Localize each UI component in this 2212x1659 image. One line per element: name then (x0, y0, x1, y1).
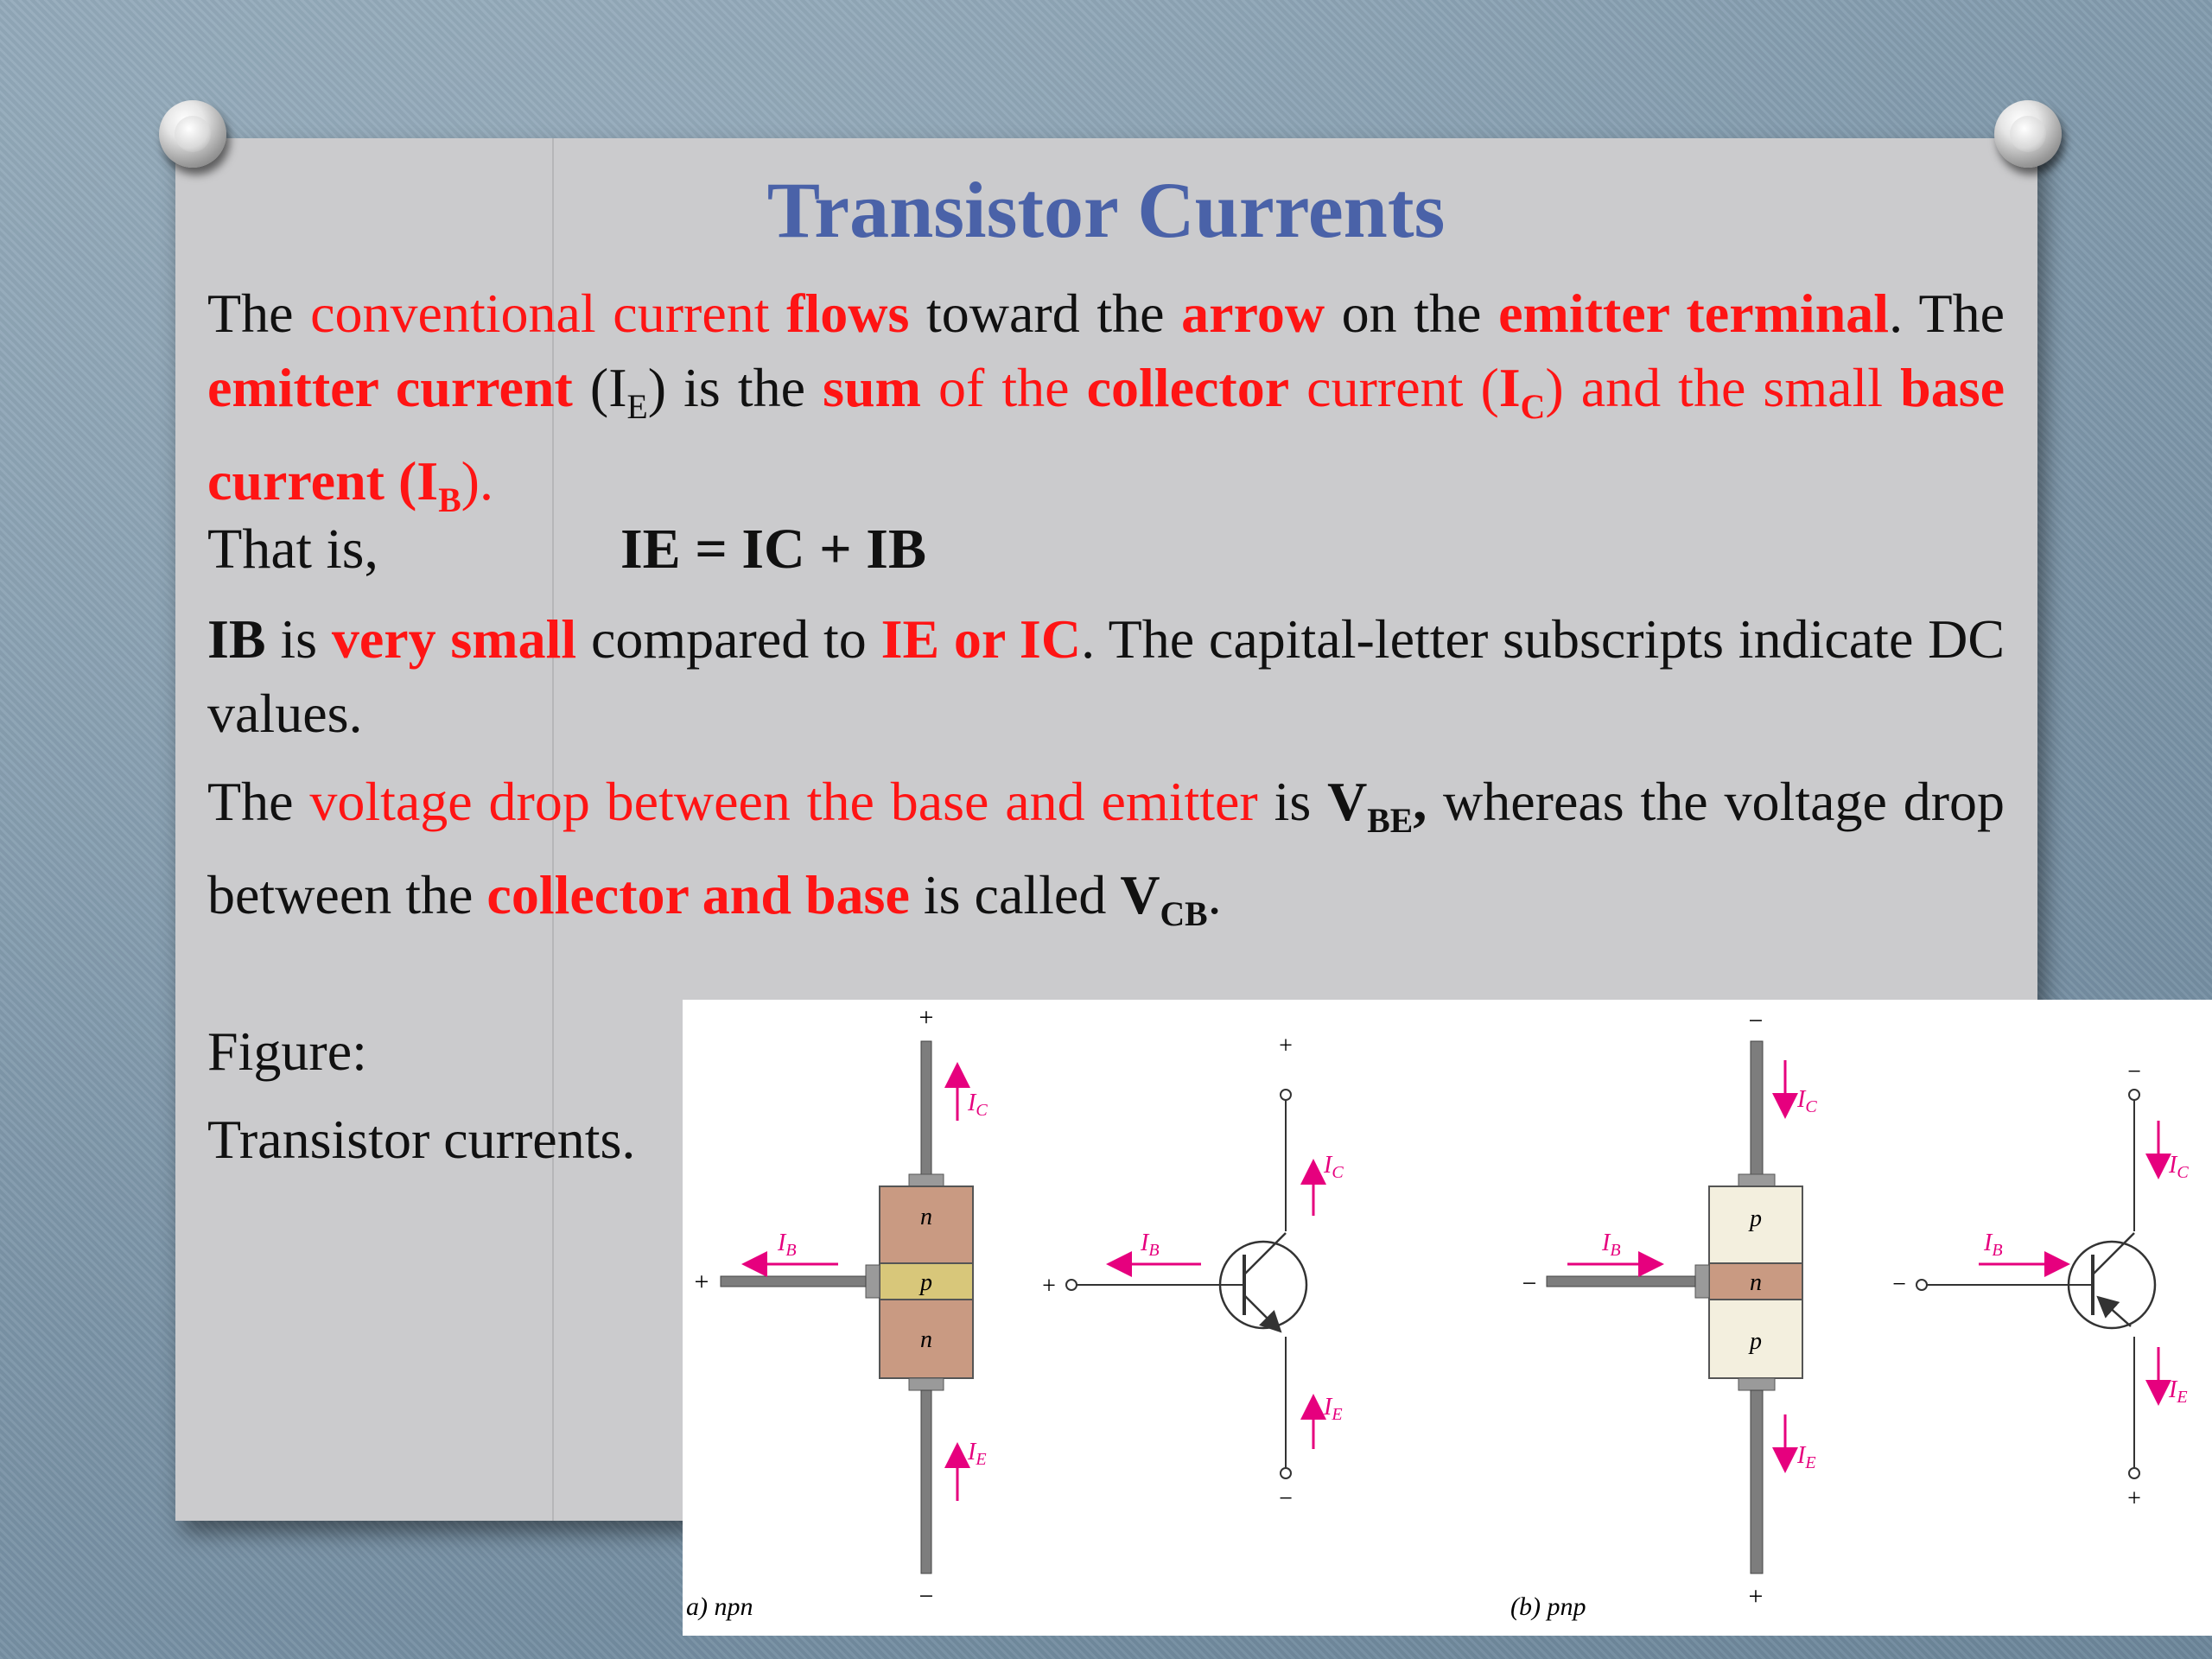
pnp-minus-left: − (1522, 1269, 1537, 1298)
npn-plus-left: + (694, 1268, 709, 1296)
text-run: conventional current (310, 283, 770, 344)
npn-ie-label: $I_E$ (968, 1439, 987, 1469)
npn-ib-label: $I_B$ (778, 1230, 797, 1260)
paragraph-emitter-current (207, 276, 2005, 537)
text-run: emitter current (207, 357, 573, 418)
text-run: emitter terminal (1498, 283, 1890, 344)
paragraph-voltage-drop (207, 765, 2005, 951)
text-run: flows (786, 283, 910, 344)
text-run: IB (207, 608, 266, 670)
text-run: toward the (926, 283, 1165, 344)
pnp-layer-top: p (1750, 1205, 1762, 1232)
npn-sym-ic-label: $I_C$ (1324, 1152, 1344, 1182)
pnp-sym-ic-label: $I_C$ (2169, 1152, 2189, 1182)
pnp-sym-minus-left: − (1892, 1271, 1906, 1298)
npn-sym-plus-top: + (1279, 1033, 1293, 1059)
text-run: sum (823, 357, 921, 418)
caption-pnp: (b) pnp (1510, 1592, 1586, 1621)
text-run: collector (1086, 357, 1290, 418)
pnp-sym-minus-top: − (2127, 1058, 2141, 1085)
npn-ic-label: $I_C$ (968, 1090, 988, 1120)
text-run: voltage drop between the base and emitter (309, 771, 1258, 832)
pnp-emitter-lead (1751, 1390, 1763, 1573)
pnp-minus-top: − (1748, 1007, 1764, 1035)
pnp-ic-label: $I_C$ (1797, 1086, 1817, 1116)
npn-physical-transistor (695, 1003, 988, 1611)
text-run: base current ($I_B$ (207, 357, 2005, 519)
transistor-figure (683, 1000, 2212, 1636)
text-run: ). (461, 449, 493, 512)
text-run: The (207, 283, 294, 344)
npn-base-lead (721, 1276, 866, 1287)
npn-collector-cap (909, 1174, 944, 1186)
text-run: is called (923, 863, 1107, 925)
figure-caption: Transistor currents. (207, 1109, 636, 1170)
npn-sym-minus-bottom: − (1279, 1485, 1293, 1512)
text-run: is (280, 608, 318, 670)
npn-minus-bottom: − (918, 1582, 934, 1611)
npn-base-cap (866, 1265, 880, 1298)
pnp-sym-ib-label: $I_B$ (1984, 1230, 2003, 1260)
text-run: The (207, 771, 294, 832)
text-run: very small (331, 608, 577, 670)
equation-expression: IE = IC + IB (620, 518, 926, 581)
pnp-sym-plus-bottom: + (2127, 1485, 2141, 1512)
text-run: on the (1341, 283, 1482, 344)
text-run: collector and base (486, 863, 910, 925)
pnp-physical-transistor (1522, 1007, 1818, 1611)
text-run: . The (1889, 283, 2005, 344)
pnp-base-lead (1547, 1276, 1695, 1287)
npn-layer-bottom: n (920, 1326, 932, 1353)
npn-sym-ib-label: $I_B$ (1141, 1230, 1160, 1260)
text-run: . The capital-letter subscripts indicate DC values. (207, 608, 2005, 744)
text-run: $(I_C)$ and the small (1480, 357, 1884, 426)
pushpin-right-icon (1994, 100, 2062, 168)
figure-label: Figure: (207, 1020, 367, 1082)
npn-schematic-symbol (1042, 1033, 1344, 1512)
text-run: $V_{BE}$, (1327, 771, 1427, 840)
text-run: IE or IC (880, 608, 1082, 670)
pnp-plus-bottom: + (1748, 1582, 1764, 1611)
npn-plus-top: + (918, 1003, 934, 1032)
transistor-diagram-svg (683, 1000, 2212, 1636)
pnp-ib-label: $I_B$ (1602, 1230, 1621, 1260)
npn-emitter-cap (909, 1378, 944, 1390)
text-run: of the (938, 357, 1070, 418)
pnp-schematic-symbol (1892, 1058, 2189, 1512)
text-run: . (1207, 863, 1222, 925)
pushpin-left-icon (159, 100, 226, 168)
text-run: whereas the voltage drop between the (207, 771, 2005, 925)
npn-sym-plus-left: + (1042, 1273, 1056, 1300)
text-run: is (1274, 771, 1312, 832)
npn-sym-ie-label: $I_E$ (1324, 1394, 1343, 1424)
slide-title: Transistor Currents (766, 166, 1446, 254)
pnp-layer-mid: n (1750, 1269, 1762, 1296)
npn-layer-top: n (920, 1204, 932, 1230)
paragraph-base-small (207, 602, 2005, 751)
text-run: current (1306, 357, 1464, 418)
npn-emitter-lead (921, 1390, 931, 1573)
pnp-layer-bottom: p (1750, 1328, 1762, 1355)
pnp-ie-label: $I_E$ (1797, 1442, 1816, 1472)
text-run: compared to (590, 608, 867, 670)
text-run: $V_{CB}$ (1120, 863, 1208, 933)
text-run: arrow (1181, 283, 1325, 344)
caption-npn: a) npn (686, 1592, 753, 1621)
equation-lead: That is, (207, 518, 378, 581)
text-run: $(I_E)$ is the (589, 357, 806, 426)
npn-layer-mid: p (920, 1269, 932, 1296)
equation-line (207, 517, 926, 582)
pnp-sym-ie-label: $I_E$ (2169, 1376, 2188, 1407)
